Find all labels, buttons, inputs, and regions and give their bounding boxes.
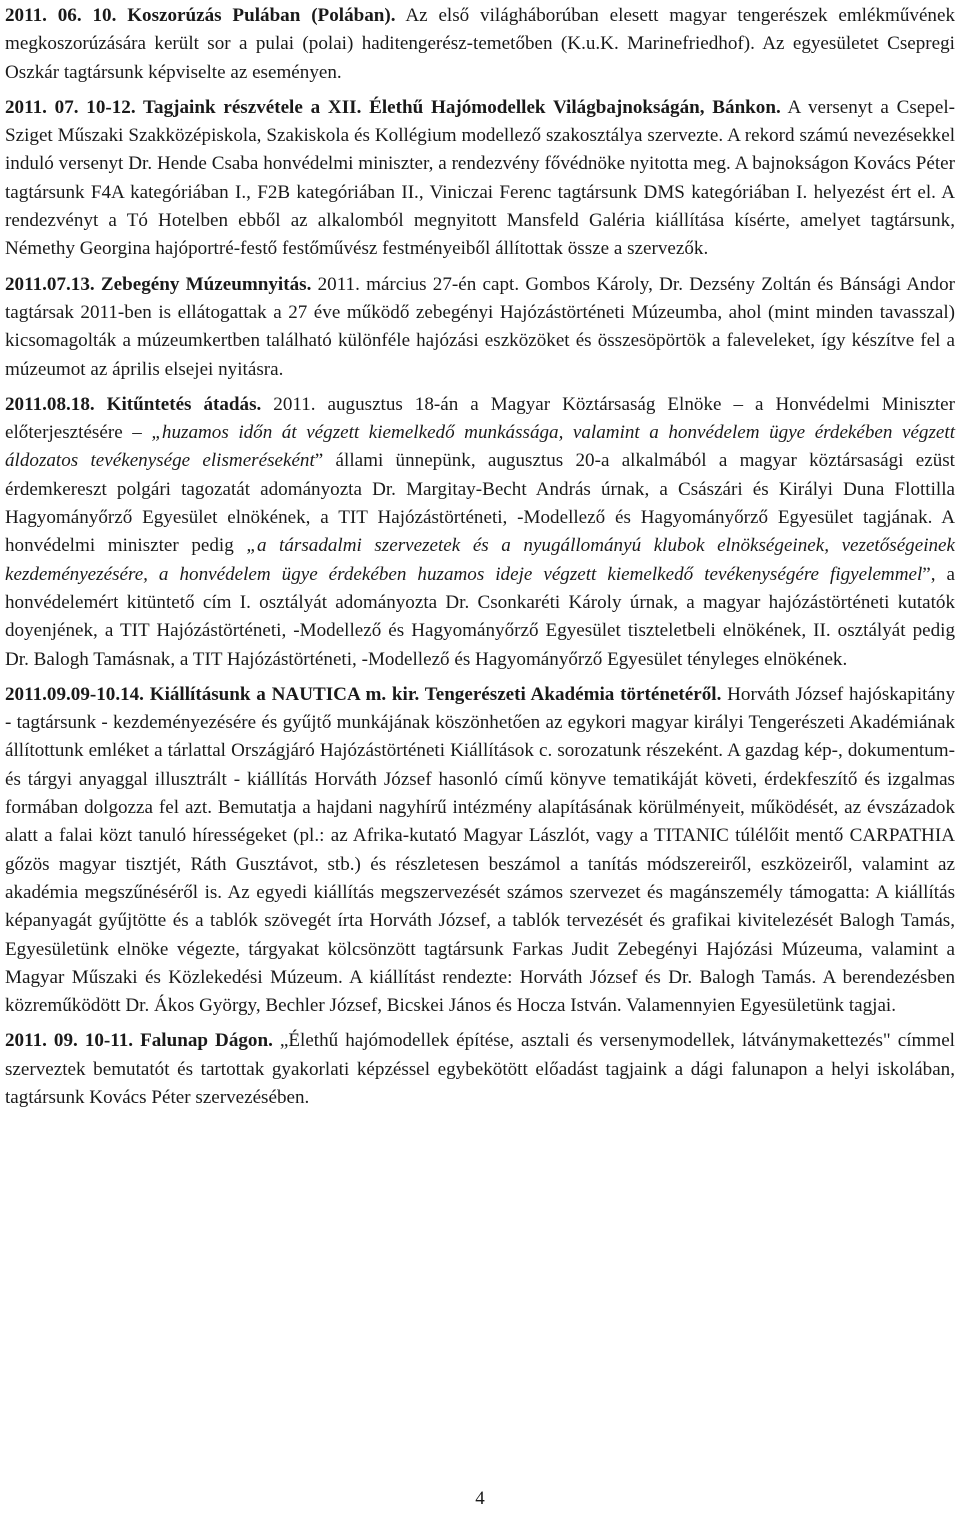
entry-kituntetes-atadas [5, 391, 955, 674]
entry-text: 2011. március 27-én capt. Gombos Károly, Dr. Dezsény Zoltán és Bánsági Andor tagtársak 2011-ben is ellátogattak a 27 éve működő zebegényi Hajózástörténeti Múzeumba, ahol (mint minden tavasszal) kicsomagolták a múzeumkertben található különféle hajózási eszközöket és összesöpörtök a faleveleket, így készítve fel a múzeumot az április elsejei nyitásra. [5, 273, 956, 380]
entry-quote: „huzamos időn át végzett kiemelkedő munkássága, valamint a honvédelem ügye érdekében végzett áldozatos tevékenysége elismeréseként [5, 422, 955, 472]
entry-koszoruzas-pulaban [5, 2, 955, 87]
page-number: 4 [475, 1488, 485, 1509]
entry-text: ” állami ünnepünk, augusztus 20-a alkalmából a magyar köztársasági ezüst érdemkereszt polgári tagozatát adományozta Dr. Margitay-Becht András úrnak, a Császári és Királyi Duna Flottilla Hagyományőrző Egyesület elnökének, a TIT Hajózástörténeti, -Modellező és Hagyományőrző Egyesület tagjának. A honvédelmi miniszter pedig [5, 450, 955, 557]
entry-zebegeny-muzeumnyitas [5, 271, 955, 384]
entry-text: Horváth József hajóskapitány - tagtársunk - kezdeményezésére és gyűjtő munkájának köszönhetően az egykori magyar királyi Tengerészeti Akadémiának állítottunk emléket a tárlattal Országjáró Hajózástörténeti Kiállítások c. sorozatunk részeként. A gazdag kép-, dokumentum- és tárgyi anyaggal illusztrált - kiállítás Horváth József hasonló című könyve tematikáját követi, érdekfeszítő és izgalmas formában dolgozza fel azt. Bemutatja a hajdani nagyhírű intézmény alapításának körülményeit, működését, az évszázadok alatt a falai közt tanuló hírességeket (pl.: az Afrika-kutató Magyar Lászlót, vagy a TITANIC túlélőit mentő CARPATHIA gőzös magyar tisztjét, Ráth Gusztávot, stb.) és részletesen beszámol a tanítás módszereiről, eszközeiről, valamint az akadémia megszűnéséről is. Az egyedi kiállítás megszervezését számos szervezet és magánszemély támogatta: A kiállítás képanyagát gyűjtötte és a tablók szövegét írta Horváth József, a tablók tervezését és grafikai kivitelezését Balogh Tamás, Egyesületünk elnöke végezte, tárgyakat kölcsönzött tagtársunk Farkas Judit Zebegényi Hajózási Múzeuma, valamint a Magyar Műszaki és Közlekedési Múzeum. A kiállítást rendezte: Horváth József és Dr. Balogh Tamás. A berendezésben közreműködött Dr. Ákos György, Bechler József, Bicskei János és Hocza István. Valamennyien Egyesületünk tagjai. [5, 683, 955, 1017]
entry-heading: 2011.08.18. Kitűntetés átadás. [5, 393, 262, 415]
entry-heading: 2011. 06. 10. Koszorúzás Pulában (Polában). [5, 5, 396, 26]
entry-text: Az első világháborúban elesett magyar tengerészek emlékművének megkoszorúzására került sor a pulai (polai) haditengerész-temetőben (K.u.K. Marinefriedhof). Az egyesületet Csepregi Oszkár tagtársunk képviselte az eseményen. [5, 5, 955, 83]
entry-vilagbajnoksag-bankon [5, 94, 955, 264]
entry-quote: „a társadalmi szervezetek és a nyugállományú klubok elnökségeinek, vezetőségeinek kezdeményezésére, a honvédelem ügye érdekében huzamos ideje végzett kiemelkedő tevékenységére figyelemmel [5, 535, 956, 585]
entry-heading: 2011.07.13. Zebegény Múzeumnyitás. [5, 273, 312, 295]
entry-nautica-kiallitas [5, 681, 955, 1021]
entry-heading: 2011. 09. 10-11. Falunap Dágon. [5, 1030, 273, 1052]
entry-heading: 2011. 07. 10-12. Tagjaink részvétele a XII. Élethű Hajómodellek Világbajnokságán, Bánkon. [5, 96, 781, 118]
entry-text: „Élethű hajómodellek építése, asztali és versenymodellek, látványmakettezés" címmel szerveztek bemutatót és tartottak gyakorlati képzéssel egybekötött előadást tagjaink a dági falunapon a helyi iskolában, tagtársunk Kovács Péter szervezésében. [5, 1030, 955, 1108]
entry-text: ”, a honvédelemért kitüntető cím I. osztályát adományozta Dr. Csonkaréti Károly úrnak, a magyar hajózástörténeti kutatók doyenjének, a TIT Hajózástörténeti, -Modellező és Hagyományőrző Egyesület tiszteletbeli elnökének, II. osztályát pedig Dr. Balogh Tamásnak, a TIT Hajózástörténeti, -Modellező és Hagyományőrző Egyesület tényleges elnökének. [5, 563, 955, 670]
entry-text: 2011. augusztus 18-án a Magyar Köztársaság Elnöke – a Honvédelmi Miniszter előterjesztésére – [5, 393, 955, 444]
entry-heading: 2011.09.09-10.14. Kiállításunk a NAUTICA m. kir. Tengerészeti Akadémia történetéről. [5, 683, 722, 705]
entry-falunap-dagon [5, 1027, 955, 1112]
entry-text: A versenyt a Csepel-Sziget Műszaki Szakközépiskola, Szakiskola és Kollégium modellező szakosztálya szervezte. A rekord számú nevezésekkel induló versenyt Dr. Hende Csaba honvédelmi miniszter, a rendezvény fővédnöke nyitotta meg. A bajnokságon Kovács Péter tagtársunk F4A kategóriában I., F2B kategóriában II., Viniczai Ferenc tagtársunk DMS kategóriában I. helyezést ért el. A rendezvényt a Tó Hotelben ebből az alkalomból megnyitott Mansfeld Galéria kiállítása kísérte, amelyet tagtársunk, Némethy Georgina hajóportré-festő festőművész festményeiből állítottak össze a szervezők. [5, 96, 955, 260]
